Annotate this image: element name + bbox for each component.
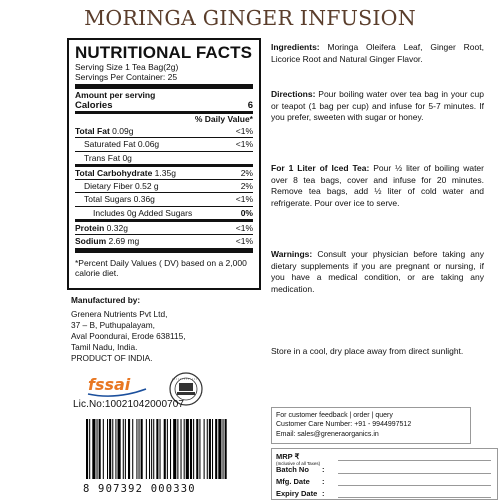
barcode-bar (193, 419, 194, 479)
ingredients-block (271, 42, 484, 65)
nutrition-facts-panel (67, 38, 261, 290)
expiry-colon: : (322, 489, 325, 498)
barcode-bar (89, 419, 90, 479)
nutrient-row (75, 164, 253, 179)
barcode-bar (112, 419, 113, 479)
barcode-bar (164, 419, 166, 479)
manufacturer-label: Manufactured by: (71, 295, 141, 305)
expiry-fill-line (338, 497, 491, 498)
nutrient-amount: 1.35g (154, 167, 176, 178)
iced-tea-text: Pour ½ liter of boiling water over 8 tea bags, cover and infuse for 20 minutes. Remove tea bags, add ½ liter of cold water and refrigerate. Pour over ice to serve. (271, 163, 484, 208)
dv-footnote: *Percent Daily Values ( DV) based on a 2,000 calorie diet. (75, 257, 247, 279)
manufacturer-block (71, 295, 271, 364)
calories-row (75, 100, 253, 111)
directions-label: Directions: (271, 89, 316, 99)
care-line: For customer feedback | order | query (276, 412, 393, 419)
nutrient-amount: 0.32g (106, 223, 128, 234)
manufacturer-line: Grenera Nutrients Pvt Ltd, (71, 309, 168, 319)
barcode-bar (184, 419, 185, 479)
barcode-bar (132, 419, 133, 479)
nutrient-amount: 0.09g (112, 126, 134, 136)
directions-block (271, 89, 484, 124)
nutrient-dv: <1% (235, 194, 253, 205)
mrp-label: MRP ₹ (Inclusive of all Taxes) (276, 452, 321, 466)
barcode-bar (123, 419, 124, 479)
barcode-bar (139, 419, 140, 479)
barcode-digits: 8 907392 000330 (83, 483, 196, 495)
barcode-bar (186, 419, 189, 479)
nutrient-row (75, 151, 253, 164)
warnings-label: Warnings: (271, 249, 313, 259)
nutrient-dv: 0% (240, 207, 253, 218)
nutrient-amount: 0.52 g (135, 181, 159, 192)
customer-care-box (271, 407, 471, 444)
product-title: MORINGA GINGER INFUSION (84, 6, 416, 30)
nutrient-label: Total Fat (75, 126, 110, 136)
nutrient-label: Protein (75, 223, 105, 234)
daily-value-header: % Daily Value* (75, 111, 253, 125)
barcode-bar (149, 419, 150, 479)
barcode-bar (212, 419, 213, 479)
nutrient-dv: <1% (235, 126, 253, 136)
directions-text: Pour boiling water over tea bag in your cup or teapot (1 bag per cup) and infuse for 5-7 minutes. If you prefer, sweeten with sugar or honey. (271, 89, 484, 123)
nutrient-label: Sodium (75, 236, 107, 247)
barcode-bar (156, 419, 158, 479)
nutrient-amount: 0g (122, 152, 132, 163)
care-line: Customer Care Number: +91 - 9944997512 (276, 421, 412, 429)
barcode-bar (199, 419, 200, 479)
nutrient-dv: <1% (235, 223, 253, 234)
barcode-bar (99, 419, 101, 479)
barcode-bar (109, 419, 111, 479)
mrp-fill-line (338, 460, 491, 461)
amount-per-serving: Amount per serving (75, 90, 156, 100)
barcode-bar (204, 419, 205, 479)
barcode-bar (141, 419, 143, 479)
barcode-bar (209, 419, 211, 479)
barcode-bar (146, 419, 147, 479)
nutrient-dv: <1% (235, 139, 253, 150)
barcode-bar (218, 419, 221, 479)
nutrient-amount: 0.06g (137, 139, 160, 150)
ingredients-label: Ingredients: (271, 42, 320, 52)
batch-label: Batch No (276, 465, 309, 474)
servings-per-container: Servings Per Container: 25 (75, 72, 178, 82)
barcode-bar (207, 419, 208, 479)
nutrient-dv: 2% (240, 167, 253, 178)
nutrition-heading: NUTRITIONAL FACTS (75, 43, 253, 62)
nutrient-row (75, 192, 253, 205)
barcode-bar (86, 419, 88, 479)
barcode-bar (128, 419, 130, 479)
storage-note: Store in a cool, dry place away from direct sunlight. (271, 346, 464, 356)
nutrient-row (75, 206, 253, 219)
warnings-text: Consult your physician before taking any dietary supplements if you are pregnant or nursing, if you have a medical condition, or are taking any medication. (271, 249, 484, 294)
manufacturer-line: PRODUCT OF INDIA. (71, 353, 153, 363)
barcode-bar (125, 419, 126, 479)
mfg-date-label: Mfg. Date (276, 477, 310, 486)
manufacturer-line: 37 – B, Puthupalayam, (71, 320, 155, 330)
barcode-bar (160, 419, 161, 479)
nutrient-row (75, 137, 253, 150)
barcode-bar (118, 419, 121, 479)
barcode-bar (215, 419, 217, 479)
expiry-date-label: Expiry Date (276, 489, 318, 498)
barcode-bar (167, 419, 168, 479)
iced-tea-block (271, 163, 484, 209)
serving-size: Serving Size 1 Tea Bag(2g) (75, 62, 179, 72)
barcode-bar (92, 419, 95, 479)
divider (75, 84, 253, 89)
nutrient-label: Total Carbohydrate (75, 167, 153, 178)
manufacturer-line: Aval Poondurai, Erode 638115, (71, 331, 186, 341)
barcode-bar (151, 419, 152, 479)
barcode-bar (173, 419, 176, 479)
manufacturer-line: Tamil Nadu, India. (71, 342, 138, 352)
barcode-bar (97, 419, 98, 479)
barcode-bar (181, 419, 182, 479)
care-email[interactable]: Email: sales@greneraorganics.in (276, 430, 379, 438)
nutrient-row (75, 219, 253, 234)
barcode (82, 419, 270, 479)
nutrient-label: Dietary Fiber (84, 181, 133, 192)
nutrient-label: Includes 0g Added Sugars (93, 207, 193, 218)
nutrient-amount: 0.36g (133, 194, 155, 205)
nutrient-row (75, 234, 253, 247)
mfg-colon: : (322, 477, 325, 486)
barcode-bar (177, 419, 178, 479)
barcode-bar (170, 419, 171, 479)
nutrient-dv: 2% (240, 181, 253, 192)
barcode-bar (223, 419, 224, 479)
nutrient-label: Total Sugars (84, 194, 132, 205)
barcode-bar (190, 419, 192, 479)
nutrient-dv: <1% (235, 236, 253, 247)
batch-fill-line (338, 473, 491, 474)
license-number: Lic.No:10021042000707 (73, 399, 185, 410)
batch-colon: : (322, 465, 325, 474)
barcode-bar (107, 419, 108, 479)
mfg-fill-line (338, 485, 491, 486)
calories-label: Calories (75, 100, 113, 111)
barcode-bar (115, 419, 116, 479)
mrp-box (271, 448, 498, 500)
mrp-note: (Inclusive of all Taxes) (276, 461, 321, 466)
barcode-bar (225, 419, 227, 479)
ingredients-text: Moringa Oleifera Leaf, Ginger Root, Licorice Root and Natural Ginger Flavor. (271, 42, 484, 64)
fssai-logo-text: fssai (88, 375, 131, 394)
barcode-bar (196, 419, 198, 479)
divider (75, 248, 253, 253)
barcode-bar (136, 419, 137, 479)
nutrient-label: Trans Fat (84, 152, 121, 163)
calories-value: 6 (247, 100, 253, 111)
barcode-bar (153, 419, 154, 479)
fssai-logo (86, 375, 150, 402)
nutrient-row (75, 125, 253, 137)
barcode-bar (103, 419, 104, 479)
nutrient-row (75, 179, 253, 192)
iced-tea-label: For 1 Liter of Iced Tea: (271, 163, 370, 173)
warnings-block (271, 249, 484, 295)
nutrient-label: Saturated Fat (84, 139, 136, 150)
nutrient-amount: 2.69 mg (108, 236, 140, 247)
